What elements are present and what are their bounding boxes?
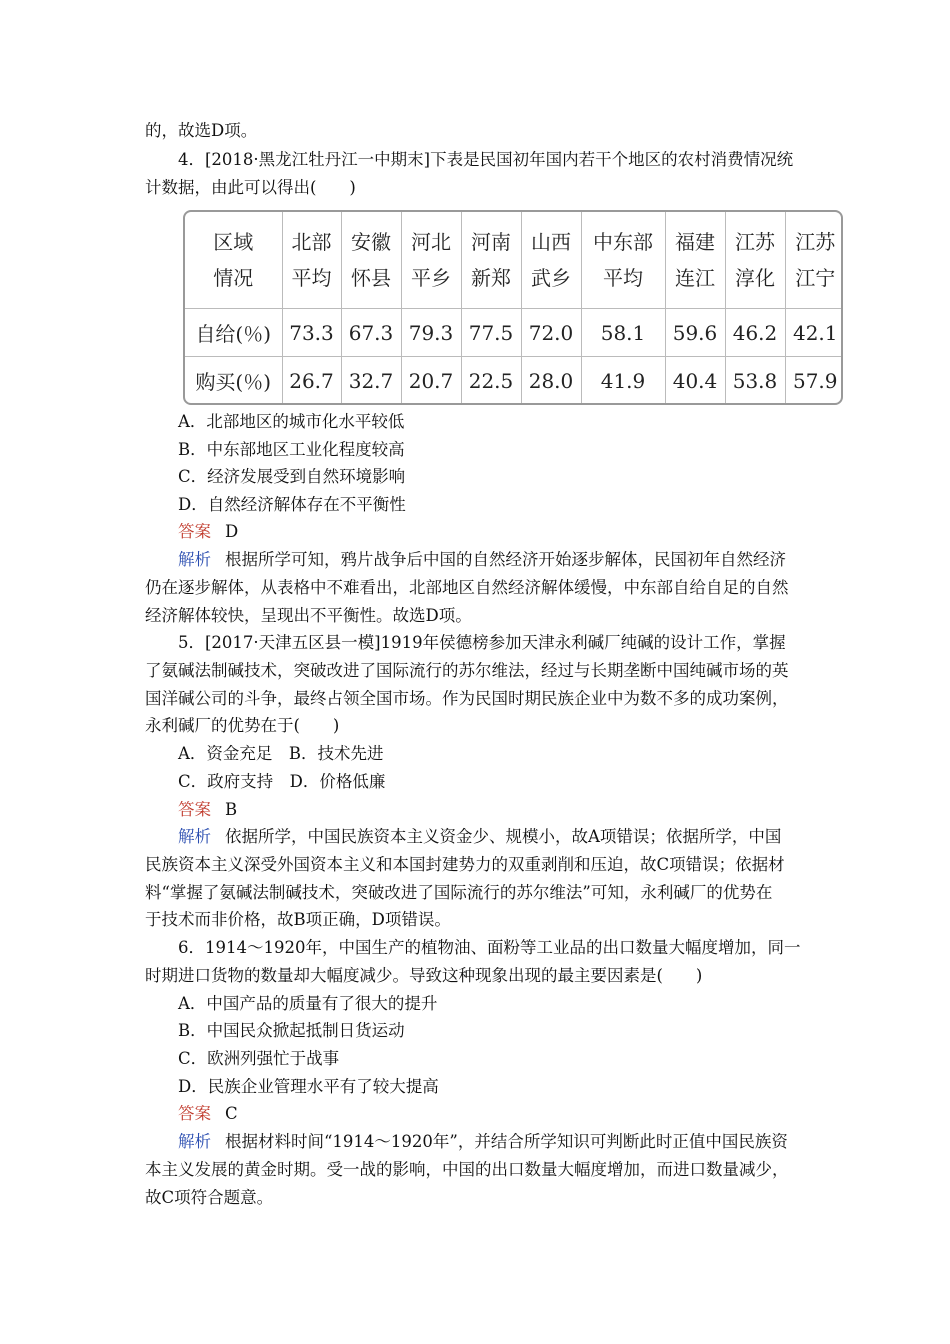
answer-line — [178, 518, 238, 546]
option-c: C．经济发展受到自然环境影响 — [178, 467, 406, 486]
analysis-line: 解析 根据材料时间“1914～1920年”，并结合所学知识可判断此时正值中国民族资 — [178, 1132, 788, 1151]
region-header: 河南 新郑 — [461, 212, 521, 309]
question-6-stem-cont: 时期进口货物的数量却大幅度减少。导致这种现象出现的最主要因素是( ) — [145, 966, 703, 985]
region-header: 安徽 怀县 — [341, 212, 401, 309]
row-label: 自给(％) — [185, 309, 282, 357]
table-row-self-sufficient — [185, 309, 843, 357]
question-4-stem-cont: 计数据，由此可以得出( ) — [145, 178, 356, 197]
question-5-stem: 5．[2017·天津五区县一模]1919年侯德榜参加天津永利碱厂纯碱的设计工作，掌握 — [178, 633, 786, 652]
region-header: 福建 连江 — [665, 212, 725, 309]
answer-label: 答案 — [178, 1104, 211, 1123]
analysis-text: 经济解体较快，呈现出不平衡性。故选D项。 — [145, 606, 472, 625]
table-cell: 41.9 — [581, 357, 665, 405]
answer-label: 答案 — [178, 800, 211, 819]
options-cd: C．政府支持 D．价格低廉 — [178, 772, 386, 791]
question-4-stem: 4．[2018·黑龙江牡丹江一中期末]下表是民国初年国内若干个地区的农村消费情况统 — [178, 150, 794, 169]
analysis-label: 解析 — [178, 1132, 211, 1151]
table-cell: 58.1 — [581, 309, 665, 357]
region-header: 中东部 平均 — [581, 212, 665, 309]
analysis-label: 解析 — [178, 827, 211, 846]
option-a: A．中国产品的质量有了很大的提升 — [178, 994, 438, 1013]
corner-cell: 区域 情况 — [185, 212, 282, 309]
analysis-text: 料“掌握了氨碱法制碱技术，突破改进了国际流行的苏尔维法”可知，永利碱厂的优势在 — [145, 883, 773, 902]
analysis-text: 故C项符合题意。 — [145, 1188, 274, 1207]
answer-line — [178, 796, 237, 824]
answer-value: D — [225, 522, 239, 541]
analysis-line: 解析 根据所学可知，鸦片战争后中国的自然经济开始逐步解体，民国初年自然经济 — [178, 550, 786, 569]
table-cell: 32.7 — [341, 357, 401, 405]
table-cell: 79.3 — [401, 309, 461, 357]
table-cell: 26.7 — [282, 357, 341, 405]
table-cell: 53.8 — [725, 357, 785, 405]
answer-value: C — [225, 1104, 238, 1123]
analysis-text: 仍在逐步解体，从表格中不难看出，北部地区自然经济解体缓慢，中东部自给自足的自然 — [145, 578, 789, 597]
option-d: D．自然经济解体存在不平衡性 — [178, 495, 406, 514]
table-cell: 73.3 — [282, 309, 341, 357]
table-header-row — [185, 212, 843, 309]
option-b: B．中国民众掀起抵制日货运动 — [178, 1021, 405, 1040]
analysis-text: 于技术而非价格，故B项正确，D项错误。 — [145, 910, 451, 929]
table-cell: 46.2 — [725, 309, 785, 357]
option-d: D．民族企业管理水平有了较大提高 — [178, 1077, 439, 1096]
analysis-text: 本主义发展的黄金时期。受一战的影响，中国的出口数量大幅度增加，而进口数量减少， — [145, 1160, 789, 1179]
region-header: 江苏 淳化 — [725, 212, 785, 309]
table-cell: 72.0 — [521, 309, 581, 357]
table-cell: 40.4 — [665, 357, 725, 405]
table-row-purchased — [185, 357, 843, 405]
table-cell: 42.1 — [785, 309, 843, 357]
table-cell: 20.7 — [401, 357, 461, 405]
analysis-label: 解析 — [178, 550, 211, 569]
table-cell: 22.5 — [461, 357, 521, 405]
consumption-table — [183, 210, 843, 405]
answer-line — [178, 1100, 238, 1128]
table-cell: 57.9 — [785, 357, 843, 405]
row-label: 购买(％) — [185, 357, 282, 405]
region-header: 山西 武乡 — [521, 212, 581, 309]
analysis-line: 解析 依据所学，中国民族资本主义资金少、规模小，故A项错误；依据所学，中国 — [178, 827, 782, 846]
table-cell: 59.6 — [665, 309, 725, 357]
option-a: A．北部地区的城市化水平较低 — [178, 412, 405, 431]
option-b: B．中东部地区工业化程度较高 — [178, 440, 405, 459]
region-header: 河北 平乡 — [401, 212, 461, 309]
answer-value: B — [225, 800, 238, 819]
table-cell: 28.0 — [521, 357, 581, 405]
table-cell: 77.5 — [461, 309, 521, 357]
region-header: 江苏 江宁 — [785, 212, 843, 309]
region-header: 北部 平均 — [282, 212, 341, 309]
table-cell: 67.3 — [341, 309, 401, 357]
question-5-stem-cont: 国洋碱公司的斗争，最终占领全国市场。作为民国时期民族企业中为数不多的成功案例， — [145, 689, 789, 708]
options-ab: A．资金充足 B．技术先进 — [178, 744, 384, 763]
analysis-text: 民族资本主义深受外国资本主义和本国封建势力的双重剥削和压迫，故C项错误；依据材 — [145, 855, 785, 874]
question-6-stem: 6．1914～1920年，中国生产的植物油、面粉等工业品的出口数量大幅度增加，同一 — [178, 938, 801, 957]
option-c: C．欧洲列强忙于战事 — [178, 1049, 340, 1068]
text-line: 的，故选D项。 — [145, 121, 258, 140]
answer-label: 答案 — [178, 522, 211, 541]
question-5-stem-cont: 了氨碱法制碱技术，突破改进了国际流行的苏尔维法，经过与长期垄断中国纯碱市场的英 — [145, 661, 789, 680]
question-5-stem-cont: 永利碱厂的优势在于( ) — [145, 716, 340, 735]
